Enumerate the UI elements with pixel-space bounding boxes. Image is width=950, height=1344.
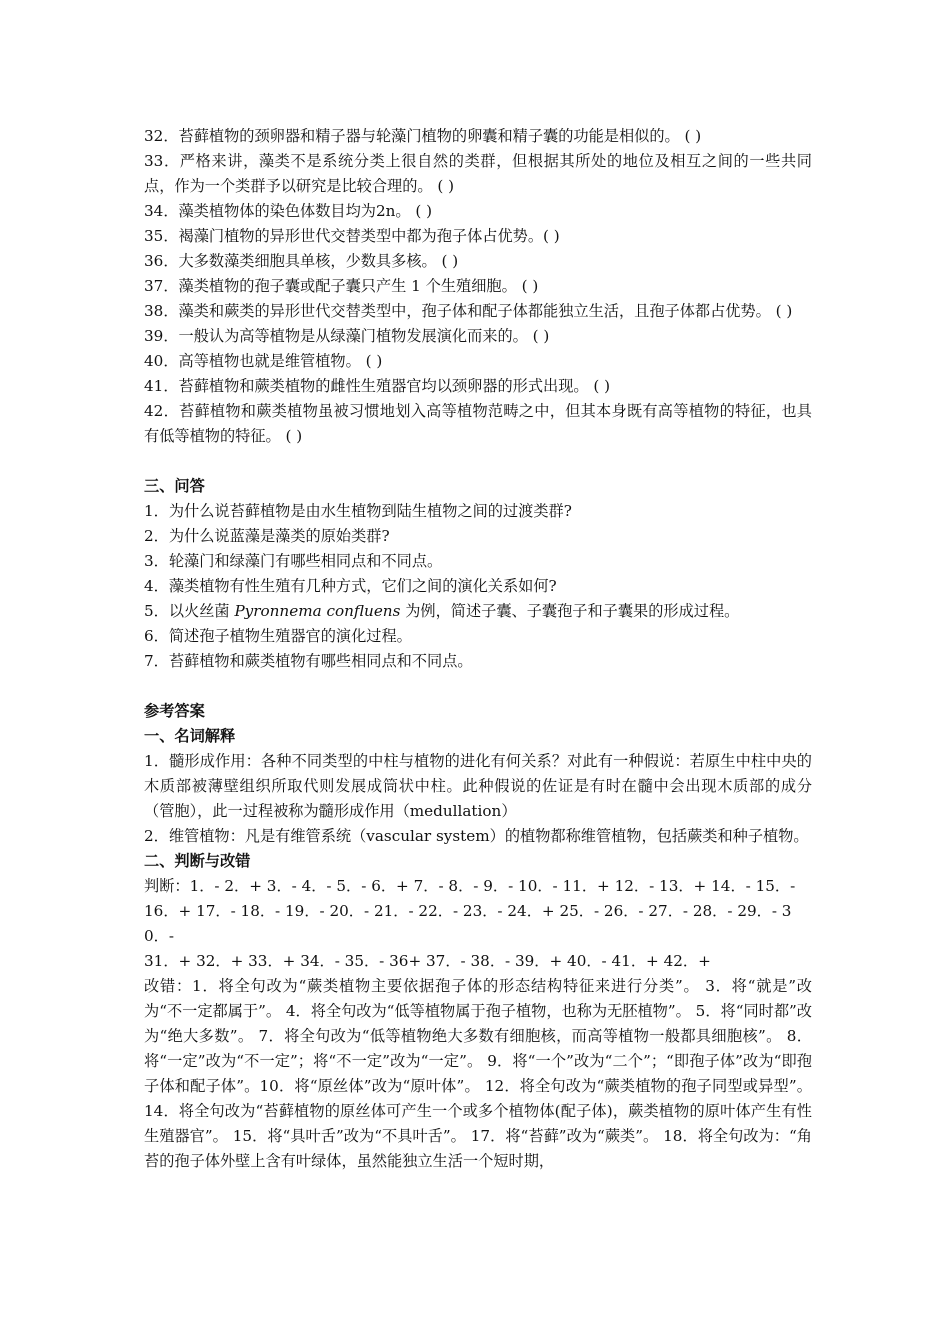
judge-item-42: 42．苔藓植物和蕨类植物虽被习惯地划入高等植物范畴之中，但其本身既有高等植物的特征，也具有低等植物的特征。 ( ) [144, 402, 812, 445]
judge-item-39: 39．一般认为高等植物是从绿藻门植物发展演化而来的。 ( ) [144, 327, 550, 345]
corrections-text: 改错：1．将全句改为“蕨类植物主要依据孢子体的形态结构特征来进行分类”。 3．将“就是”改为“不一定都属于”。 4．将全句改为“低等植物属于孢子植物，也称为无胚植物”。 5．将“同时都”改为“绝大多数”。 7．将全句改为“低等植物绝大多数有细胞核，而高等植物一般都具细胞核”。 8．将“一定”改为“不一定”；将“不一定”改为“一定”。 9．将“一个”改为“二个”；“即孢子体”改为“即孢子体和配子体”。10．将“原丝体”改为“原叶体”。 12．将全句改为“蕨类植物的孢子同型或异型”。14．将全句改为“苔藓植物的原丝体可产生一个或多个植物体(配子体)，蕨类植物的原叶体产生有性生殖器官”。 15．将“具叶舌”改为“不具叶舌”。 17．将“苔藓”改为“蕨类”。 18．将全句改为：“角苔的孢子体外壁上含有叶绿体，虽然能独立生活一个短时期， [144, 977, 812, 1170]
judge-item-33: 33．严格来讲，藻类不是系统分类上很自然的类群，但根据其所处的地位及相互之间的一些共同点，作为一个类群予以研究是比较合理的。 ( ) [144, 152, 812, 195]
question-1: 1．为什么说苔藓植物是由水生植物到陆生植物之间的过渡类群? [144, 502, 572, 520]
question-5-prefix: 5．以火丝菌 [144, 602, 235, 620]
question-6: 6．简述孢子植物生殖器官的演化过程。 [144, 627, 412, 645]
judge-item-38: 38．藻类和蕨类的异形世代交替类型中，孢子体和配子体都能独立生活，且孢子体都占优势。 ( ) [144, 302, 793, 320]
judge-item-41: 41．苔藓植物和蕨类植物的雌性生殖器官均以颈卵器的形式出现。 ( ) [144, 377, 611, 395]
qa-heading: 三、问答 [144, 477, 205, 495]
spacer [144, 674, 812, 699]
term-answer-1: 1．髓形成作用：各种不同类型的中柱与植物的进化有何关系？对此有一种假说：若原生中柱中央的木质部被薄壁组织所取代则发展成筒状中柱。此种假说的佐证是有时在髓中会出现木质部的成分（管胞），此一过程被称为髓形成作用（medullation） [144, 752, 812, 820]
question-2: 2．为什么说蓝藻是藻类的原始类群? [144, 527, 390, 545]
spacer [144, 449, 812, 474]
terms-heading: 一、名词解释 [144, 727, 236, 745]
term-answer-2: 2．维管植物：凡是有维管系统（vascular system）的植物都称维管植物，包括蕨类和种子植物。 [144, 827, 809, 845]
judgement-list [144, 124, 812, 449]
judge-answers-heading: 二、判断与改错 [144, 852, 251, 870]
question-7: 7．苔藓植物和蕨类植物有哪些相同点和不同点。 [144, 652, 473, 670]
judge-item-34: 34．藻类植物体的染色体数目均为2n。 ( ) [144, 202, 433, 220]
judge-item-35: 35．褐藻门植物的异形世代交替类型中都为孢子体占优势。( ) [144, 227, 560, 245]
question-4: 4．藻类植物有性生殖有几种方式，它们之间的演化关系如何? [144, 577, 557, 595]
judge-item-32: 32．苔藓植物的颈卵器和精子器与轮藻门植物的卵囊和精子囊的功能是相似的。 ( ) [144, 127, 702, 145]
answers-heading: 参考答案 [144, 702, 205, 720]
question-5-suffix: 为例，简述子囊、子囊孢子和子囊果的形成过程。 [400, 602, 740, 620]
judge-answers-line: 31．+ 32．+ 33．+ 34．- 35．- 36+ 37．- 38．- 39．+ 40．- 41．+ 42．+ [144, 952, 711, 970]
question-5 [144, 599, 812, 624]
judge-item-40: 40．高等植物也就是维管植物。 ( ) [144, 352, 383, 370]
species-name: Pyronnema confluens [234, 602, 401, 620]
judge-answers-line: 16．+ 17．- 18．- 19．- 20．- 21．- 22．- 23．- 24．+ 25．- 26．- 27．- 28．- 29．- 30．- [144, 902, 792, 945]
judge-item-36: 36．大多数藻类细胞具单核，少数具多核。 ( ) [144, 252, 459, 270]
answers-section [144, 699, 812, 1174]
qa-section [144, 474, 812, 674]
judge-item-37: 37．藻类植物的孢子囊或配子囊只产生 1 个生殖细胞。 ( ) [144, 277, 539, 295]
document-body [144, 124, 812, 1174]
judge-answers-line: 判断：1．- 2．+ 3．- 4．- 5．- 6．+ 7．- 8．- 9．- 10．- 11．+ 12．- 13．+ 14．- 15．- [144, 877, 796, 895]
question-3: 3．轮藻门和绿藻门有哪些相同点和不同点。 [144, 552, 443, 570]
